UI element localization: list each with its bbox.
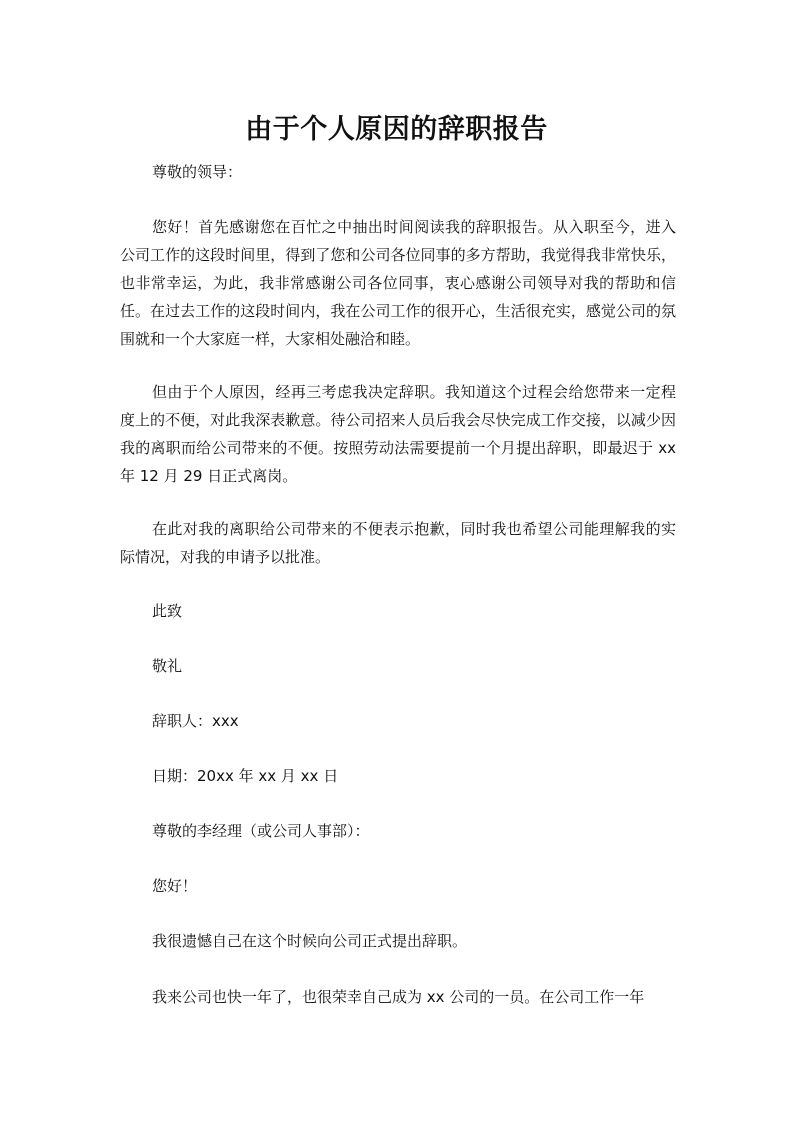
last-line: 我来公司也快一年了，也很荣幸自己成为 xx 公司的一员。在公司工作一年	[152, 988, 645, 1006]
document-title: 由于个人原因的辞职报告	[245, 114, 548, 145]
greeting-2: 您好！	[152, 877, 198, 895]
paragraph-3: 在此对我的离职给公司带来的不便表示抱歉，同时我也希望公司能理解我的实际情况，对我的申请予以批准。	[120, 520, 676, 566]
salutation: 尊敬的领导：	[152, 163, 243, 181]
resigner-line: 辞职人：xxx	[152, 712, 239, 730]
closing-jingli: 敬礼	[152, 657, 183, 675]
paragraph-2: 但由于个人原因，经再三考虑我决定辞职。我知道这个过程会给您带来一定程度上的不便，对此我深表歉意。待公司招来人员后我会尽快完成工作交接，以减少因我的离职而给公司带来的不便。按照劳动法需要提前一个月提出辞职，即最迟于 xx 年 12 月 29 日正式离岗。	[120, 383, 676, 485]
closing-cizhi: 此致	[152, 602, 183, 620]
regret-line: 我很遗憾自己在这个时候向公司正式提出辞职。	[152, 932, 468, 950]
date-line: 日期：20xx 年 xx 月 xx 日	[152, 767, 339, 785]
paragraph-1: 您好！首先感谢您在百忙之中抽出时间阅读我的辞职报告。从入职至今，进入公司工作的这段时间里，得到了您和公司各位同事的多方帮助，我觉得我非常快乐，也非常幸运，为此，我非常感谢公司各位同事，衷心感谢公司领导对我的帮助和信任。在过去工作的这段时间内，我在公司工作的很开心，生活很充实，感觉公司的氛围就和一个大家庭一样，大家相处融洽和睦。	[120, 218, 676, 348]
salutation-2: 尊敬的李经理（或公司人事部）：	[152, 822, 370, 840]
